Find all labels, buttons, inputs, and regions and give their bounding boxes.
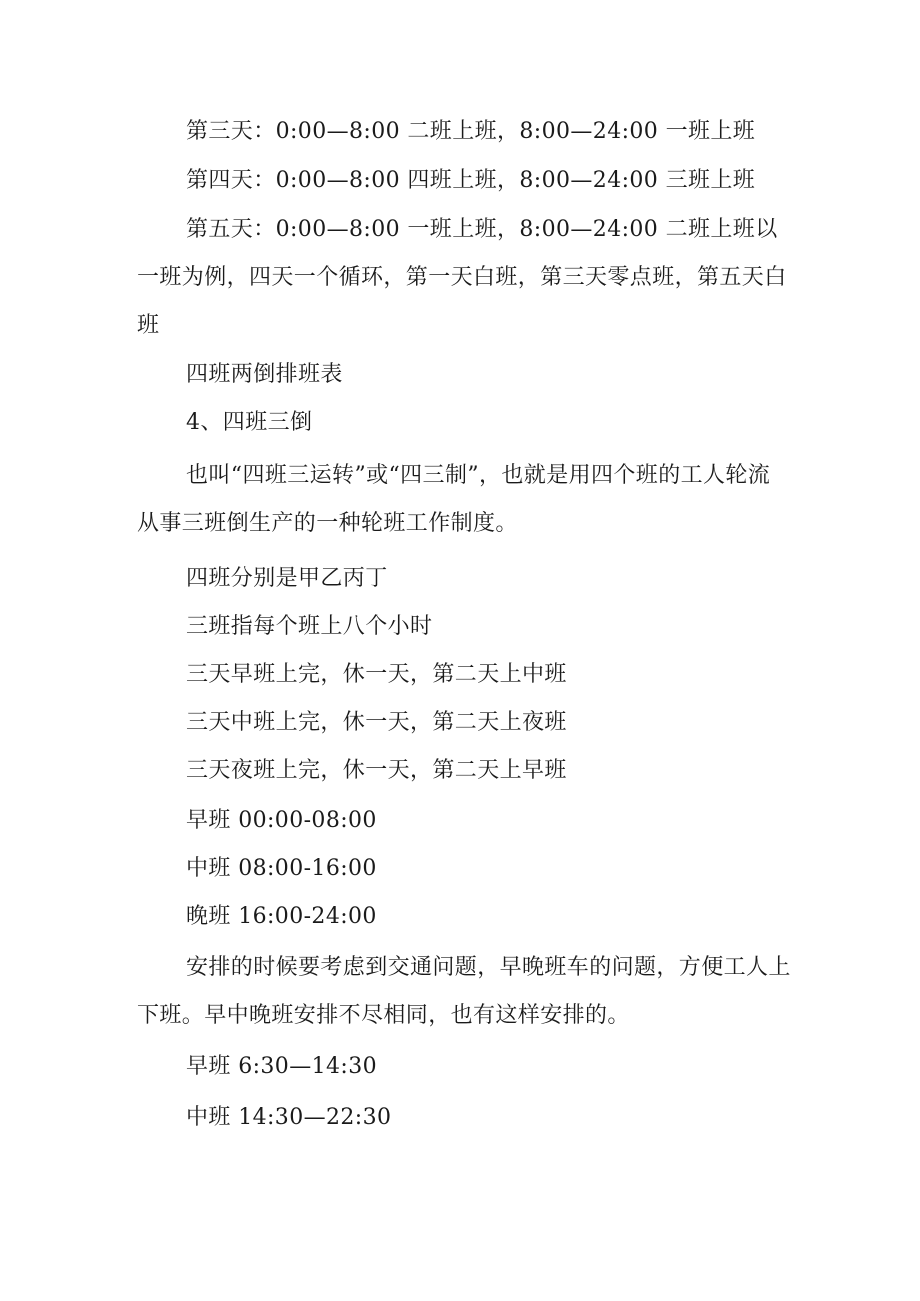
paragraph-middle-shift-rule: 三天中班上完，休一天，第二天上夜班 xyxy=(186,710,567,735)
paragraph-definition: 也叫“四班三运转”或“四三制”，也就是用四个班的工人轮流从事三班倒生产的一种轮班工作制度。 xyxy=(137,463,771,536)
paragraph-arrangement-note: 安排的时候要考虑到交通问题，早晚班车的问题，方便工人上下班。早中晚班安排不尽相同，也有这样安排的。 xyxy=(137,955,791,1028)
paragraph-early-shift-time: 早班 00:00-08:00 xyxy=(186,808,377,833)
paragraph-shift-names: 四班分别是甲乙丙丁 xyxy=(186,566,388,591)
paragraph-four-shift-two-rotation-table: 四班两倒排班表 xyxy=(186,362,343,387)
paragraph-night-shift-rule: 三天夜班上完，休一天，第二天上早班 xyxy=(186,758,567,783)
paragraph-early-shift-rule: 三天早班上完，休一天，第二天上中班 xyxy=(186,662,567,687)
paragraph-eight-hours: 三班指每个班上八个小时 xyxy=(186,614,433,639)
paragraph-day-three: 第三天：0:00—8:00 二班上班，8:00—24:00 一班上班 xyxy=(186,119,756,144)
section-heading-four-shift-three-rotation: 4、四班三倒 xyxy=(186,410,313,435)
paragraph-alt-early-shift: 早班 6:30—14:30 xyxy=(186,1054,377,1079)
paragraph-middle-shift-time: 中班 08:00-16:00 xyxy=(186,856,377,881)
paragraph-late-shift-time: 晚班 16:00-24:00 xyxy=(186,904,377,929)
paragraph-day-four: 第四天：0:00—8:00 四班上班，8:00—24:00 三班上班 xyxy=(186,168,756,193)
paragraph-day-five: 第五天：0:00—8:00 一班上班，8:00—24:00 二班上班以一班为例，四天一个循环，第一天白班，第三天零点班，第五天白班 xyxy=(137,217,787,338)
paragraph-alt-middle-shift: 中班 14:30—22:30 xyxy=(186,1105,392,1130)
